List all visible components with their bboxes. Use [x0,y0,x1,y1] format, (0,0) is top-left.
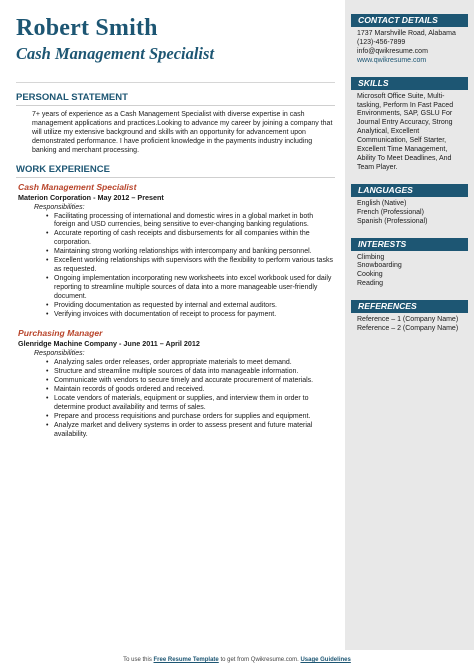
list-item: Reference – 2 (Company Name) [357,325,459,333]
footer-middle: to get from Qwikresume.com. [220,657,299,663]
bullet-icon: • [46,386,49,394]
languages-section [351,184,468,227]
free-template-link[interactable]: Free Resume Template [153,657,219,663]
list-item: • Analyze market and delivery systems in order to assess present and future material availability. [46,421,313,438]
bullet-icon: • [46,212,49,220]
list-item: • Maintain records of goods ordered and received. [46,386,205,394]
sidebar-heading: LANGUAGES [351,184,468,197]
list-item: Climbing [357,253,385,261]
interests-list [351,251,468,290]
header-divider [16,82,335,83]
languages-list [351,197,468,227]
list-item: Reading [357,280,384,288]
list-item: Cooking [357,271,383,279]
section-rule [16,177,335,178]
bullet-list [46,359,335,439]
interests-section [351,238,468,290]
sidebar-heading: SKILLS [351,77,468,90]
list-item: • Excellent working relationships with supervisors with the flexibility to perform various tasks as requested. [46,257,333,273]
list-item: • Ongoing implementation incorporating new worksheets into excel workbook used for daily reporting to streamline multiple sources of data into a more manageable user-friendly document. [46,274,332,300]
contact-website-link[interactable]: www.qwikresume.com [357,56,427,64]
work-experience-section [16,164,335,440]
list-item: • Maintaining strong working relationships with intercompany and banking personnel. [46,248,312,256]
section-heading: PERSONAL STATEMENT [16,92,128,103]
job-company-dates: Glenridge Machine Company - June 2011 – April 2012 [18,339,200,349]
references-list [351,313,468,334]
job-entry [16,328,335,439]
contact-details [351,27,468,66]
bullet-icon: • [46,412,49,420]
bullet-icon: • [46,395,49,403]
sidebar-heading: INTERESTS [351,238,468,251]
list-item: • Facilitating processing of international and domestic wires in a global market in both foreign and USD currencies, being sensitive to ever-changing banking regulations. [46,212,314,229]
list-item: Reference – 1 (Company Name) [357,316,459,324]
bullet-icon: • [46,377,49,385]
contact-phone: (123)-456-7899 [357,38,406,46]
bullet-icon: • [46,359,49,367]
list-item: Spanish (Professional) [357,217,428,225]
job-title: Cash Management Specialist [18,181,137,192]
skills-section [351,77,468,173]
responsibilities-label: Responsibilities: [34,203,85,211]
job-title: Purchasing Manager [18,328,103,339]
list-item: • Verifying invoices with documentation of receipt to process for payment. [46,310,277,318]
sidebar [345,0,474,650]
list-item: • Structure and streamline multiple sources of data into manageable information. [46,368,299,376]
bullet-icon: • [46,230,49,238]
contact-section [351,14,468,66]
list-item: • Analyzing sales order releases, order appropriate materials to meet demand. [46,359,292,367]
contact-email[interactable]: info@qwikresume.com [357,47,428,55]
list-item: • Locate vendors of materials, equipment or supplies, and interview them in order to determine product availability and terms of sales. [46,395,309,411]
list-item: English (Native) [357,199,407,207]
responsibilities-label: Responsibilities: [34,350,85,358]
sidebar-heading: CONTACT DETAILS [351,14,468,27]
job-entry [16,182,335,320]
skills-text: Microsoft Office Suite, Multi-tasking, Perform In Fast Paced Environments, SAP, GSLU For Journal Entry Accuracy, Strong Analytical, Excellent Communication, Self Starter, Excellent Time Management, Ability To Meet Deadlines, And Team Player. [357,92,454,171]
section-rule [16,105,335,106]
candidate-name: Robert Smith [16,15,158,41]
bullet-icon: • [46,301,49,309]
sidebar-heading: REFERENCES [351,300,468,313]
job-company-dates: Materion Corporation - May 2012 – Present [18,192,164,202]
contact-address: 1737 Marshville Road, Alabama [357,30,456,37]
list-item: French (Professional) [357,208,424,216]
list-item: • Communicate with vendors to secure timely and accurate procurement of materials. [46,377,314,385]
personal-statement-section [16,92,335,156]
usage-guidelines-link[interactable]: Usage Guidelines [300,657,351,663]
bullet-icon: • [46,274,49,282]
bullet-icon: • [46,421,49,429]
bullet-icon: • [46,310,49,318]
candidate-title: Cash Management Specialist [16,44,215,63]
footer [0,650,474,670]
list-item: • Accurate reporting of cash receipts and disbursements for all companies within the corporation. [46,230,310,247]
section-heading: WORK EXPERIENCE [16,163,110,175]
statement-text: 7+ years of experience as a Cash Management Specialist with diverse expertise in cash management applications and practices.Looking to advance my career by joining a company that will utilize my extensive background and skills with an opportunity for advancement upon demonstrated performance. I have proficient knowledge in the payments industry including banking and merchant processing. [32,111,333,154]
list-item: • Providing documentation as requested by internal and external auditors. [46,301,277,309]
list-item: Snowboarding [357,262,402,270]
bullet-icon: • [46,368,49,376]
footer-prefix: To use this [123,657,152,663]
list-item: • Prepare and process requisitions and purchase orders for supplies and equipment. [46,412,311,420]
bullet-icon: • [46,248,49,256]
references-section [351,300,468,334]
bullet-icon: • [46,257,49,265]
bullet-list [46,213,335,320]
